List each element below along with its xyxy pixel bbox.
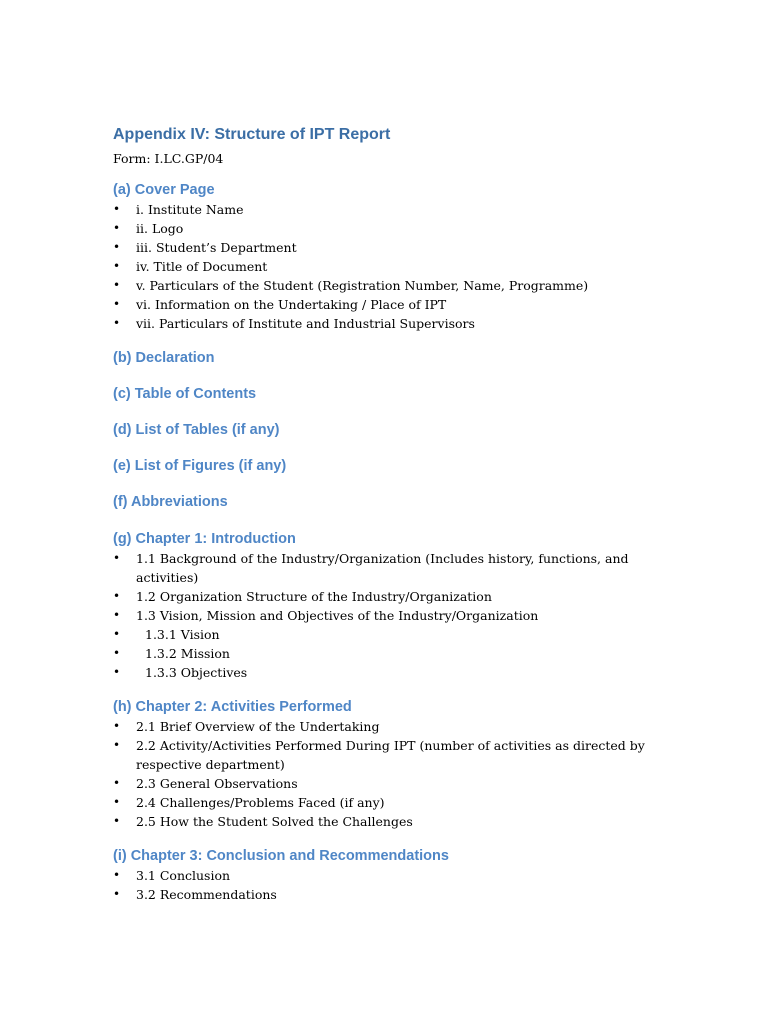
document-page: [113, 124, 653, 904]
list-item: • 1.3 Vision, Mission and Objectives of the Industry/Organization: [113, 608, 539, 623]
bullet-icon: •: [113, 608, 121, 622]
bullet-icon: •: [113, 868, 121, 882]
bullet-icon: •: [113, 316, 121, 330]
list-item: • ii. Logo: [113, 221, 184, 236]
list-item: • vi. Information on the Undertaking / Place of IPT: [113, 297, 447, 312]
chapter-1-list: [113, 549, 653, 682]
bullet-icon: •: [113, 297, 121, 311]
bullet-icon: •: [113, 240, 121, 254]
list-item: • iii. Student’s Department: [113, 240, 297, 255]
section-heading-cover-page: (a) Cover Page: [113, 182, 215, 198]
section-heading-list-of-tables: (d) List of Tables (if any): [113, 422, 280, 438]
list-item: • iv. Title of Document: [113, 259, 268, 274]
bullet-icon: •: [113, 202, 121, 216]
list-item: • vii. Particulars of Institute and Industrial Supervisors: [113, 316, 475, 331]
document-title: Appendix IV: Structure of IPT Report: [113, 126, 391, 143]
section-heading-table-of-contents: (c) Table of Contents: [113, 386, 257, 402]
bullet-icon: •: [113, 665, 121, 679]
section-heading-list-of-figures: (e) List of Figures (if any): [113, 458, 287, 474]
list-item: • 2.5 How the Student Solved the Challenges: [113, 814, 413, 829]
bullet-icon: •: [113, 719, 121, 733]
list-item: • v. Particulars of the Student (Registration Number, Name, Programme): [113, 278, 589, 293]
section-heading-declaration: (b) Declaration: [113, 350, 215, 366]
section-heading-abbreviations: (f) Abbreviations: [113, 494, 228, 510]
list-item: • 2.4 Challenges/Problems Faced (if any): [113, 795, 385, 810]
cover-page-list: [113, 200, 653, 333]
list-item: • 2.1 Brief Overview of the Undertaking: [113, 719, 380, 734]
bullet-icon: •: [113, 814, 121, 828]
bullet-icon: •: [113, 551, 121, 565]
bullet-icon: •: [113, 627, 121, 641]
list-item: • 2.3 General Observations: [113, 776, 298, 791]
list-item: • 1.3.2 Mission: [113, 646, 230, 661]
bullet-icon: •: [113, 738, 121, 752]
bullet-icon: •: [113, 259, 121, 273]
list-item: • 1.1 Background of the Industry/Organization (Includes history, functions, and activities): [113, 551, 629, 585]
section-heading-chapter-2: (h) Chapter 2: Activities Performed: [113, 699, 352, 715]
list-item: • 1.3.3 Objectives: [113, 665, 248, 680]
chapter-2-list: [113, 717, 653, 831]
bullet-icon: •: [113, 278, 121, 292]
section-heading-chapter-3: (i) Chapter 3: Conclusion and Recommendations: [113, 848, 449, 864]
bullet-icon: •: [113, 589, 121, 603]
bullet-icon: •: [113, 776, 121, 790]
section-heading-chapter-1: (g) Chapter 1: Introduction: [113, 531, 296, 547]
list-item: • i. Institute Name: [113, 202, 244, 217]
list-item: • 1.2 Organization Structure of the Industry/Organization: [113, 589, 492, 604]
list-item: • 3.2 Recommendations: [113, 887, 277, 902]
list-item: • 2.2 Activity/Activities Performed During IPT (number of activities as directed by respective department): [113, 738, 645, 772]
list-item: • 3.1 Conclusion: [113, 868, 231, 883]
list-item: • 1.3.1 Vision: [113, 627, 220, 642]
bullet-icon: •: [113, 221, 121, 235]
chapter-3-list: [113, 866, 653, 904]
bullet-icon: •: [113, 646, 121, 660]
bullet-icon: •: [113, 795, 121, 809]
bullet-icon: •: [113, 887, 121, 901]
form-number: Form: I.LC.GP/04: [113, 151, 224, 166]
